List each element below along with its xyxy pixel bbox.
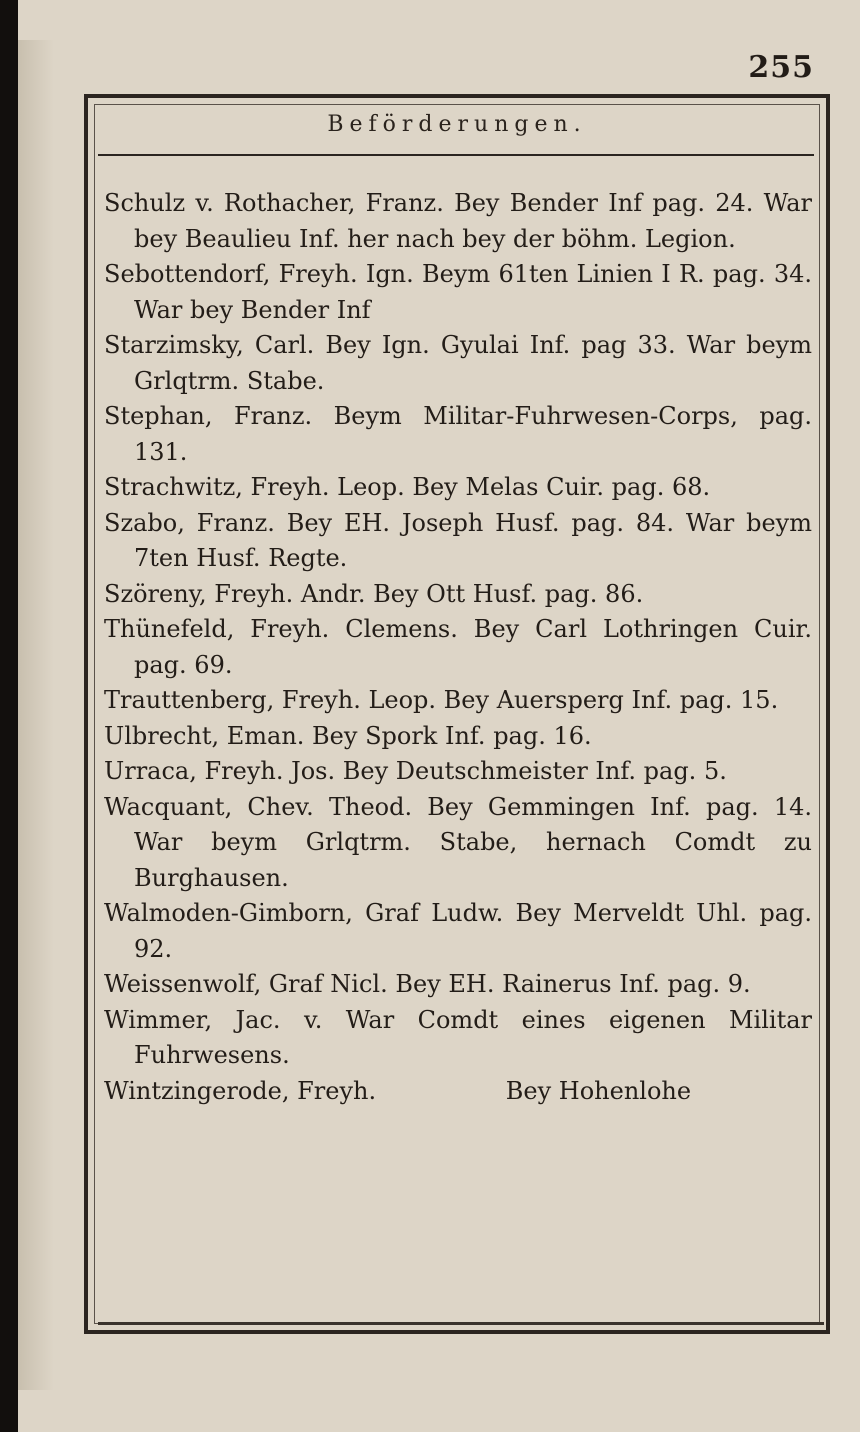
entry: Ulbrecht, Eman. Bey Spork Inf. pag. 16. xyxy=(104,721,592,750)
entry: Sebottendorf, Freyh. Ign. Beym 61ten Linien I R. pag. 34. War bey Bender Inf xyxy=(104,260,812,324)
entry-list xyxy=(104,186,812,1109)
heading-rule xyxy=(98,154,814,156)
entry: Wimmer, Jac. v. War Comdt eines eigenen Militar Fuhrwesens. xyxy=(104,1005,812,1069)
text-frame xyxy=(84,94,830,1334)
entry: Szöreny, Freyh. Andr. Bey Ott Husf. pag. 86. xyxy=(104,579,644,608)
entry: Stephan, Franz. Beym Militar-Fuhrwesen-Corps, pag. 131. xyxy=(104,402,812,466)
entry: Weissenwolf, Graf Nicl. Bey EH. Rainerus Inf. pag. 9. xyxy=(104,970,751,998)
entry: Schulz v. Rothacher, Franz. Bey Bender Inf pag. 24. War bey Beaulieu Inf. her nach bey der böhm. Legion. xyxy=(104,189,812,253)
entry: Wacquant, Chev. Theod. Bey Gemmingen Inf. pag. 14. War beym Grlqtrm. Stabe, hernach Comdt zu Burghausen. xyxy=(104,792,812,892)
page-gutter xyxy=(18,40,54,1390)
entry: Urraca, Freyh. Jos. Bey Deutschmeister Inf. pag. 5. xyxy=(104,757,727,785)
entry: Strachwitz, Freyh. Leop. Bey Melas Cuir. pag. 68. xyxy=(104,473,711,501)
entry: Wintzingerode, Freyh. Bey Hohenlohe xyxy=(104,1076,692,1105)
entry: Szabo, Franz. Bey EH. Joseph Husf. pag. 84. War beym 7ten Husf. Regte. xyxy=(104,508,812,572)
bottom-rule xyxy=(98,1322,824,1325)
page-number: 255 xyxy=(748,50,814,85)
entry: Walmoden-Gimborn, Graf Ludw. Bey Merveldt Uhl. pag. 92. xyxy=(104,899,812,963)
section-heading: Beförderungen. xyxy=(327,112,587,137)
entry: Thünefeld, Freyh. Clemens. Bey Carl Lothringen Cuir. pag. 69. xyxy=(104,615,812,679)
book-page xyxy=(18,0,860,1432)
entry: Trauttenberg, Freyh. Leop. Bey Auersperg Inf. pag. 15. xyxy=(104,686,779,714)
entry: Starzimsky, Carl. Bey Ign. Gyulai Inf. pag 33. War beym Grlqtrm. Stabe. xyxy=(104,331,812,395)
